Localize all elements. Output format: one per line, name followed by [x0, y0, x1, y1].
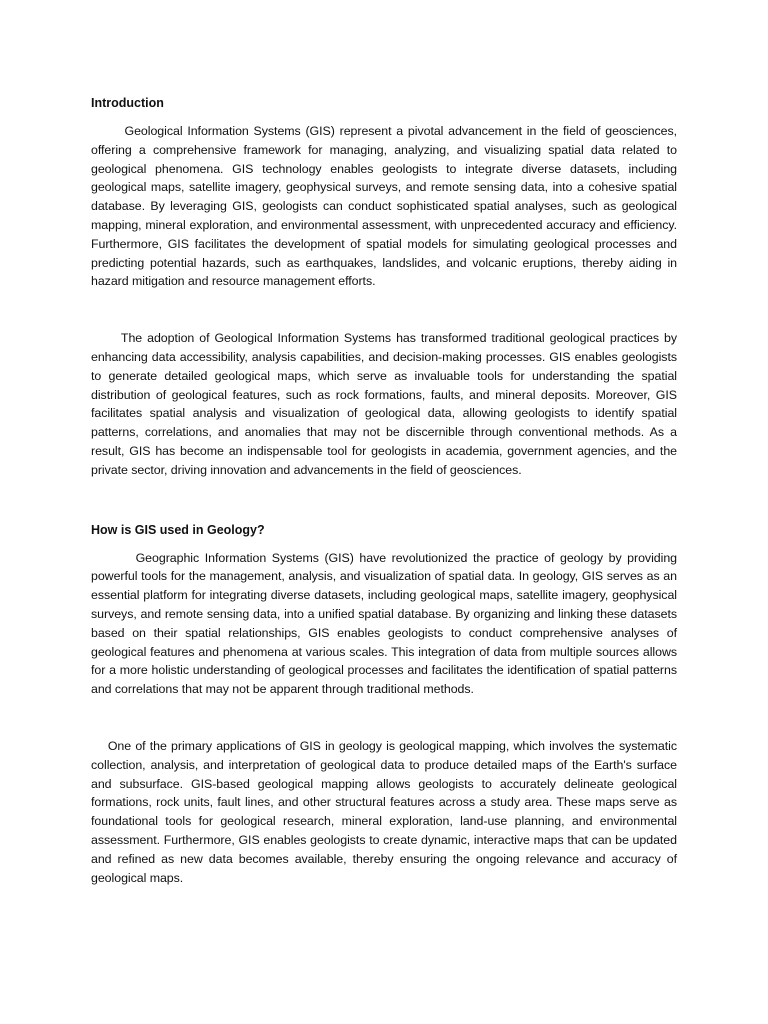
paragraph-gis-1: Geographic Information Systems (GIS) have revolutionized the practice of geology by providing powerful tools for the management, analysis, and visualization of spatial data. In geology, GIS serves as an essential platform for integrating diverse datasets, including geological maps, satellite imagery, geophysical surveys, and remote sensing data, into a unified spatial database. By organizing and linking these datasets based on their spatial relationships, GIS enables geologists to conduct comprehensive analyses of geological features and phenomena at various scales. This integration of data from multiple sources allows for a more holistic understanding of geological processes and facilitates the identification of spatial patterns and correlations that may not be apparent through traditional methods.	[91, 550, 677, 697]
section-heading-gis-in-geology: How is GIS used in Geology?	[91, 522, 265, 537]
document-body	[91, 94, 677, 887]
paragraph-intro-2: The adoption of Geological Information Systems has transformed traditional geological practices by enhancing data accessibility, analysis capabilities, and decision-making processes. GIS enables geologists to generate detailed geological maps, which serve as invaluable tools for understanding the spatial distribution of geological features, such as rock formations, faults, and mineral deposits. Moreover, GIS facilitates spatial analysis and visualization of geological data, allowing geologists to identify spatial patterns, correlations, and anomalies that may not be discernible through conventional methods. As a result, GIS has become an indispensable tool for geologists in academia, government agencies, and the private sector, driving innovation and advancements in the field of geosciences.	[91, 331, 677, 477]
paragraph-gis-2: One of the primary applications of GIS in geology is geological mapping, which involves the systematic collection, analysis, and interpretation of geological data to produce detailed maps of the Earth's surface and subsurface. GIS-based geological mapping allows geologists to accurately delineate geological formations, rock units, fault lines, and other structural features across a study area. These maps serve as foundational tools for geological research, mineral exploration, land-use planning, and environmental assessment. Furthermore, GIS enables geologists to create dynamic, interactive maps that can be updated and refined as new data becomes available, thereby ensuring the ongoing relevance and accuracy of geological maps.	[91, 738, 677, 885]
paragraph-intro-1: Geological Information Systems (GIS) represent a pivotal advancement in the field of geosciences, offering a comprehensive framework for managing, analyzing, and visualizing spatial data related to geological phenomena. GIS technology enables geologists to integrate diverse datasets, including geological maps, satellite imagery, geophysical surveys, and remote sensing data, into a cohesive spatial database. By leveraging GIS, geologists can conduct sophisticated spatial analyses, such as geological mapping, mineral exploration, and environmental assessment, with unprecedented accuracy and efficiency. Furthermore, GIS facilitates the development of spatial models for simulating geological processes and predicting potential hazards, such as earthquakes, landslides, and volcanic eruptions, thereby aiding in hazard mitigation and resource management efforts.	[91, 124, 677, 289]
section-heading-introduction: Introduction	[91, 96, 164, 110]
